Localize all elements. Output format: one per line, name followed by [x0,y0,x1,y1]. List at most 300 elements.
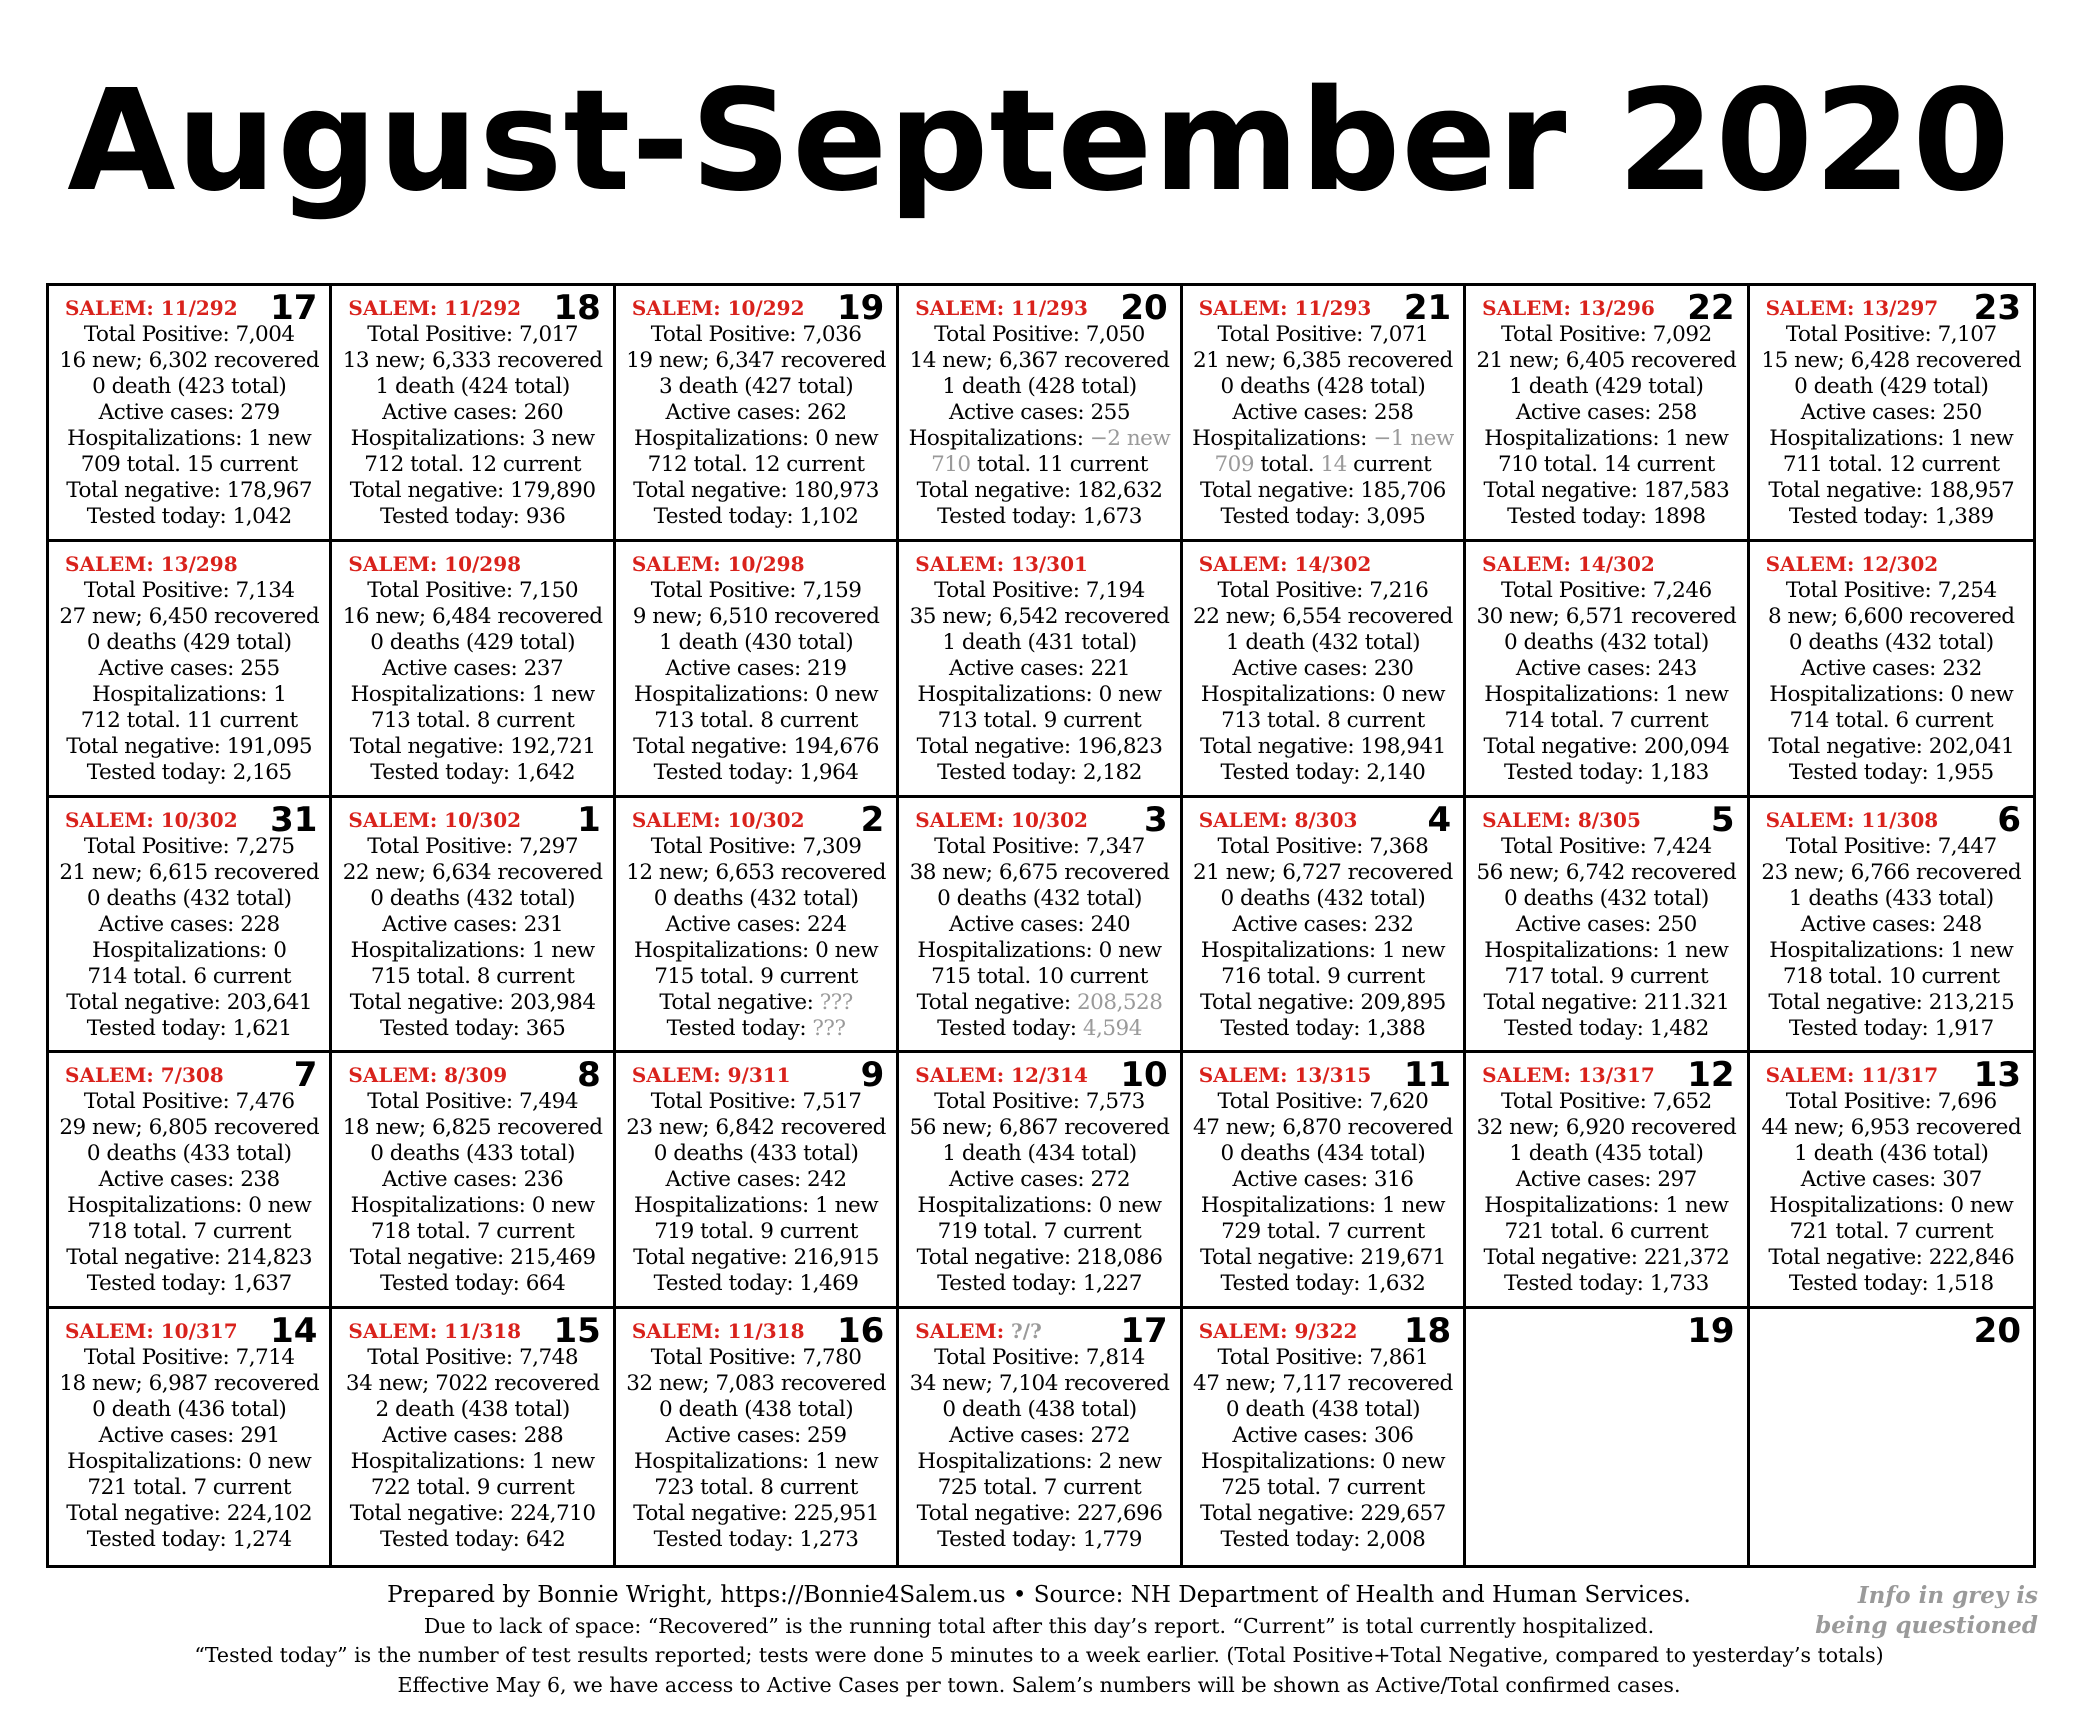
stat-line: Total negative: 213,215 [1768,989,2015,1015]
day-number: 22 [1687,288,1735,328]
stat-line: 723 total. 8 current [654,1475,858,1501]
stat-line: Total Positive: 7,620 [1217,1089,1429,1115]
stat-line [620,990,892,1016]
day-number: 16 [836,1311,885,1352]
stat-line: 0 deaths (432 total) [937,885,1142,911]
stat-line: 719 total. 9 current [654,1219,858,1245]
stats-block [903,1345,1175,1553]
stat-line: 717 total. 9 current [1504,963,1709,989]
stat-line: 56 new; 6,742 recovered [1476,859,1737,885]
day-number: 14 [270,1311,318,1352]
salem-label: SALEM: 13/297 [1765,296,1939,320]
stat-line: Total Positive: 7,780 [650,1345,862,1371]
stat-line: Active cases: 237 [382,655,564,681]
day-cell [899,1309,1182,1565]
questioned-value: 208,528 [1076,989,1163,1015]
day-cell [332,542,615,798]
stat-line: 23 new; 6,766 recovered [1761,859,2022,885]
day-number: 3 [1144,799,1168,840]
stat-line: 0 deaths (433 total) [653,1141,859,1167]
stat-line: Total Positive: 7,071 [1217,322,1429,347]
salem-label: SALEM: 9/322 [1198,1319,1358,1344]
stat-line: Total Positive: 7,036 [650,322,862,347]
stat-line: Total negative: 182,632 [916,478,1163,503]
stat-line: Hospitalizations: 0 new [67,1193,312,1219]
stat-line: Tested today: 1,102 [653,504,859,529]
footer-note-tested: “Tested today” is the number of test results reported; tests were done 5 minutes to a week earlier. (Total Positive+Total Negative, compared to yesterday’s totals) [194,1643,1884,1667]
questioned-value: −1 new [1373,426,1454,451]
stat-line: Tested today: 664 [379,1271,566,1297]
stat-line: 56 new; 6,867 recovered [909,1115,1170,1141]
stat-line: Total Positive: 7,275 [83,833,295,859]
stat-line: Hospitalizations: 1 new [1484,426,1729,451]
stat-line: Active cases: 221 [948,655,1131,681]
day-number: 8 [577,1055,601,1096]
salem-label: SALEM: 11/317 [1765,1063,1939,1088]
stat-line: 1 death (424 total) [375,374,570,399]
stat-line: Total negative: 229,657 [1200,1501,1446,1527]
stat-line: Total Positive: 7,134 [83,577,295,603]
salem-active-total [336,806,608,834]
questioned-value: ??? [812,1015,846,1041]
stat-line: Total negative: 218,086 [916,1245,1163,1271]
salem-label: SALEM: 13/298 [65,551,238,576]
stat-line: 34 new; 7022 recovered [345,1371,600,1397]
stats-block [1187,578,1459,786]
stat-line: Active cases: 243 [1515,655,1697,681]
stat-line: 715 total. 9 current [654,963,858,989]
stat-line: Active cases: 250 [1800,400,1982,425]
stats-block [620,1345,892,1553]
stat-line: Total Positive: 7,573 [934,1089,1145,1115]
stat-line: 32 new; 7,083 recovered [626,1371,886,1397]
stat-line: Tested today: 1,955 [1788,759,1994,785]
stat-line: 0 deaths (432 total) [370,885,575,911]
day-number: 11 [1403,1055,1452,1096]
stat-line: 1 death (436 total) [1794,1141,1989,1167]
stat-line: 0 deaths (433 total) [86,1141,292,1167]
stat-line: 19 new; 6,347 recovered [626,348,886,373]
day-cell [1183,286,1466,542]
calendar-grid [46,283,2036,1568]
salem-label: SALEM: 8/303 [1198,807,1358,832]
stat-line: Total Positive: 7,814 [934,1345,1145,1371]
stat-line: 713 total. 8 current [370,707,575,733]
stat-line: 30 new; 6,571 recovered [1476,603,1737,629]
day-cell [332,1309,615,1565]
stat-line: Active cases: 259 [665,1423,847,1449]
stat-line: Active cases: 232 [1232,911,1414,937]
salem-label: SALEM: 12/314 [915,1063,1088,1088]
stat-line: Active cases: 260 [382,400,564,425]
footer-note-active: Effective May 6, we have access to Active Cases per town. Salem’s numbers will be shown as Active/Total confirmed cases. [397,1673,1681,1697]
stat-line: Total negative: 179,890 [349,478,596,503]
day-number: 12 [1687,1055,1735,1096]
stat-line: 713 total. 8 current [1221,707,1425,733]
day-number: 19 [1687,1311,1735,1352]
stats-block [1754,834,2029,1042]
stat-line: Total Positive: 7,696 [1785,1089,1997,1115]
stat-line: Tested today: 1,042 [86,504,292,529]
salem-label: SALEM: 11/293 [1198,296,1372,320]
salem-label: SALEM: 12/302 [1765,551,1939,576]
questioned-value: 710 [931,452,971,477]
stat-line: Tested today: 1,917 [1788,1015,1994,1041]
stat-line: 725 total. 7 current [937,1475,1142,1501]
salem-active-total [1187,806,1459,834]
stat-line: Active cases: 231 [382,911,564,937]
salem-active-total [1470,806,1742,834]
stat-line: 713 total. 9 current [937,707,1142,733]
stat-line: 729 total. 7 current [1221,1219,1425,1245]
stat-line: Total Positive: 7,424 [1500,833,1712,859]
stat-line: 1 death (435 total) [1509,1141,1704,1167]
stat-line: Total Positive: 7,347 [934,833,1145,859]
stat-line: Hospitalizations: 3 new [350,426,595,451]
stat-line: 29 new; 6,805 recovered [59,1115,320,1141]
day-cell [1183,1309,1466,1565]
stat-line: Total Positive: 7,748 [367,1345,578,1371]
stats-block [620,578,892,786]
stat-line: Hospitalizations: 1 new [1769,937,2014,963]
stat-line: Tested today: 1,733 [1503,1271,1709,1297]
stat-line: 718 total. 10 current [1782,963,2000,989]
stat-line: Hospitalizations: 1 new [350,1449,595,1475]
stat-line: Tested today: 1,482 [1503,1015,1709,1041]
stats-block [1754,322,2029,530]
stat-line: Tested today: 1,273 [653,1527,859,1553]
salem-questioned-value: ?/? [1011,1319,1042,1344]
stat-line: Hospitalizations: 0 new [633,426,879,451]
stat-line: Active cases: 258 [1515,400,1697,425]
day-number: 7 [293,1055,318,1096]
stat-line: Total Positive: 7,861 [1217,1345,1429,1371]
day-cell [1466,1309,1749,1565]
stats-block [1187,1345,1459,1553]
day-cell [1466,1053,1749,1309]
stat-line: 0 deaths (432 total) [1788,629,1994,655]
stat-line: Active cases: 248 [1800,911,1982,937]
stat-line: Active cases: 316 [1232,1167,1414,1193]
day-number: 10 [1120,1055,1168,1096]
stat-line: Total negative: 198,941 [1200,733,1446,759]
stat-line: Tested today: 1,632 [1220,1271,1426,1297]
stat-line: Active cases: 219 [665,655,847,681]
stat-line: 15 new; 6,428 recovered [1761,348,2022,373]
stat-text: Tested today: [666,1015,813,1041]
salem-label: SALEM: 11/292 [65,296,238,320]
stat-line: Hospitalizations: 0 new [67,1449,312,1475]
stat-line: Total Positive: 7,050 [934,322,1145,347]
salem-label: SALEM: 13/301 [915,551,1088,576]
stat-line: Hospitalizations: 1 new [67,426,312,451]
stats-block [336,1345,608,1553]
stat-line: Total negative: 221,372 [1483,1245,1730,1271]
stat-line: Hospitalizations: 1 new [1200,1193,1445,1219]
stat-line: Active cases: 242 [665,1167,847,1193]
day-cell [899,1053,1182,1309]
footer-credit: Prepared by Bonnie Wright, https://Bonnie4Salem.us • Source: NH Department of Health and Human Services. [387,1582,1691,1608]
salem-label: SALEM: 10/302 [631,807,805,832]
stat-line: Tested today: 1,183 [1503,759,1709,785]
stat-line: Tested today: 1,964 [653,759,859,785]
stat-line: Tested today: 936 [379,504,566,529]
grey-info-note [1815,1581,2038,1641]
stat-line: Total negative: 214,823 [66,1245,313,1271]
day-number: 2 [860,799,885,840]
stat-text: total. [1254,452,1321,477]
salem-label: SALEM: 13/317 [1482,1063,1655,1088]
stat-line: Total Positive: 7,246 [1500,577,1712,603]
day-cell [49,798,332,1054]
stat-line: Total negative: 215,469 [349,1245,596,1271]
day-number: 18 [553,288,601,328]
day-cell [899,286,1182,542]
stats-block [903,1089,1175,1297]
stat-line: Active cases: 255 [948,400,1131,425]
stat-line: Total negative: 224,102 [66,1501,313,1527]
stats-block [1754,1089,2029,1297]
stat-line: Total negative: 222,846 [1768,1245,2015,1271]
stat-line: 725 total. 7 current [1221,1475,1425,1501]
stat-line: 12 new; 6,653 recovered [626,859,886,885]
day-cell [332,1053,615,1309]
stat-line: 44 new; 6,953 recovered [1761,1115,2022,1141]
day-number: 18 [1403,1311,1452,1352]
stats-block [1187,834,1459,1042]
stats-block [1187,322,1459,530]
salem-active-total [336,550,608,578]
day-cell [332,286,615,542]
grey-note-line-1: Info in grey is [1857,1582,2038,1609]
stat-line: Total Positive: 7,004 [83,322,295,347]
stat-line: 0 death (423 total) [92,374,287,399]
stat-line: Tested today: 1,227 [937,1271,1142,1297]
stat-line: 721 total. 7 current [1789,1219,1994,1245]
stat-text: total. 11 current [970,452,1148,477]
stat-line [903,452,1175,478]
stat-line: 0 deaths (428 total) [1220,374,1426,399]
day-number: 23 [1973,288,2021,328]
stat-line: 13 new; 6,333 recovered [342,348,603,373]
stat-line: 35 new; 6,542 recovered [909,603,1170,629]
stats-block [903,834,1175,1042]
stat-line: Tested today: 2,165 [86,759,292,785]
stat-line: Total negative: 185,706 [1200,478,1446,503]
stats-block [620,834,892,1042]
stat-line: Tested today: 2,140 [1220,759,1426,785]
stat-line: Active cases: 236 [382,1167,564,1193]
salem-label: SALEM: [915,1319,1012,1344]
day-cell [1750,798,2033,1054]
stats-block [1187,1089,1459,1297]
salem-label: SALEM: 10/298 [348,551,522,576]
stat-line: Active cases: 238 [98,1167,280,1193]
questioned-value: ??? [819,989,853,1015]
day-number: 13 [1973,1055,2021,1096]
stat-line: 47 new; 7,117 recovered [1193,1371,1453,1397]
stat-line: 722 total. 9 current [370,1475,575,1501]
stat-line: Active cases: 297 [1515,1167,1697,1193]
stat-line: Total Positive: 7,017 [367,322,578,347]
grey-note-line-2: being questioned [1815,1612,2038,1639]
stat-line: 14 new; 6,367 recovered [909,348,1170,373]
stat-line: 712 total. 12 current [647,452,865,477]
salem-label: SALEM: 11/318 [631,1319,805,1344]
stat-line: Hospitalizations: 0 new [350,1193,595,1219]
stat-line [903,426,1175,452]
stat-line: Total negative: 180,973 [633,478,879,503]
stat-line: 32 new; 6,920 recovered [1476,1115,1737,1141]
stat-line: Tested today: 3,095 [1220,504,1426,529]
stat-line: Tested today: 2,008 [1220,1527,1426,1553]
stat-text: current [1346,452,1432,477]
salem-active-total [620,1061,892,1089]
stat-line: Hospitalizations: 0 new [1200,1449,1445,1475]
stats-block [336,834,608,1042]
stat-line: Tested today: 1,642 [370,759,576,785]
day-cell [49,286,332,542]
stat-line: Total negative: 188,957 [1768,478,2015,503]
day-cell [1183,542,1466,798]
stat-line: Tested today: 1,779 [937,1527,1142,1553]
stat-line: Active cases: 272 [948,1167,1131,1193]
day-cell [332,798,615,1054]
day-number: 21 [1403,288,1452,328]
salem-active-total [620,806,892,834]
stat-text: Tested today: [937,1015,1083,1041]
stat-line: 21 new; 6,405 recovered [1476,348,1737,373]
stats-block [620,322,892,530]
day-cell [1750,1309,2033,1565]
stat-line: 721 total. 7 current [87,1475,292,1501]
stat-line: Total negative: 203,984 [349,989,596,1015]
stats-block [53,1345,325,1553]
questioned-value: 4,594 [1082,1015,1142,1041]
stat-line: Hospitalizations: 1 new [633,1193,879,1219]
day-cell [1750,286,2033,542]
day-cell [1466,798,1749,1054]
stat-line: Hospitalizations: 1 new [1200,937,1445,963]
questioned-value: −2 new [1089,426,1171,451]
stat-line: Hospitalizations: 1 new [1484,681,1729,707]
stat-line: Total negative: 202,041 [1768,733,2015,759]
stat-line: Total negative: 227,696 [916,1501,1163,1527]
stat-line: Tested today: 365 [379,1015,566,1041]
salem-label: SALEM: 10/292 [631,296,805,320]
stat-line: Total Positive: 7,216 [1217,577,1429,603]
salem-active-total [903,806,1175,834]
salem-label: SALEM: 14/302 [1482,551,1655,576]
stats-block [53,578,325,786]
stat-line: 715 total. 8 current [370,963,575,989]
day-number: 20 [1973,1311,2021,1352]
stat-line: 2 death (438 total) [375,1397,570,1423]
day-cell [49,1309,332,1565]
stat-line: 22 new; 6,634 recovered [342,859,603,885]
salem-label: SALEM: 14/302 [1198,551,1372,576]
stat-line: Hospitalizations: 0 new [633,937,879,963]
stat-line: Total Positive: 7,309 [650,833,862,859]
questioned-value: 709 [1214,452,1255,477]
salem-label: SALEM: 10/302 [915,807,1088,832]
stat-line: Total negative: 187,583 [1483,478,1730,503]
day-number: 20 [1120,288,1168,328]
stat-line: 711 total. 12 current [1782,452,2000,477]
stat-line: 712 total. 12 current [364,452,582,477]
stat-line: Tested today: 1,389 [1788,504,1994,529]
stats-block [903,578,1175,786]
day-cell [616,798,899,1054]
stat-line: Hospitalizations: 0 new [917,1193,1162,1219]
stat-line: Total negative: 178,967 [66,478,313,503]
salem-label: SALEM: 13/315 [1198,1063,1372,1088]
salem-label: SALEM: 11/308 [1765,807,1939,832]
stat-line: Tested today: 1898 [1507,504,1706,529]
stat-line: 38 new; 6,675 recovered [909,859,1170,885]
stat-line: 21 new; 6,727 recovered [1193,859,1453,885]
stat-line: Total Positive: 7,092 [1500,322,1712,347]
day-number: 17 [1120,1311,1168,1352]
stat-line: 0 deaths (432 total) [1220,885,1426,911]
stat-line: 16 new; 6,302 recovered [59,348,320,373]
stats-block [1470,1089,1742,1297]
stat-line: Total negative: 196,823 [916,733,1163,759]
stat-line: Hospitalizations: 0 new [633,681,879,707]
stat-line: 0 death (438 total) [1225,1397,1421,1423]
stat-line: Hospitalizations: 1 new [1484,937,1729,963]
salem-active-total [53,550,325,578]
stat-line: 3 death (427 total) [658,374,854,399]
stat-text: Total negative: [916,989,1077,1015]
stat-line: 0 deaths (434 total) [1220,1141,1426,1167]
stat-line: 18 new; 6,987 recovered [59,1371,320,1397]
stat-line: 0 deaths (429 total) [370,629,575,655]
stat-line: 714 total. 6 current [1789,707,1994,733]
stat-line: 47 new; 6,870 recovered [1193,1115,1453,1141]
day-cell [49,542,332,798]
salem-label: SALEM: 8/305 [1482,807,1641,832]
stat-line: Hospitalizations: 0 new [1769,681,2014,707]
stat-line: Tested today: 1,274 [86,1527,292,1553]
stat-line: 0 death (429 total) [1794,374,1989,399]
stat-line: Tested today: 1,637 [86,1271,292,1297]
stat-line [903,990,1175,1016]
stat-line: Active cases: 255 [98,655,280,681]
stat-line: 1 death (430 total) [658,629,854,655]
stat-line: Total negative: 200,094 [1483,733,1730,759]
stat-line: Hospitalizations: 1 [92,681,287,707]
stat-line: 0 deaths (432 total) [1503,629,1709,655]
stat-line: 8 new; 6,600 recovered [1767,603,2015,629]
stat-line: 1 deaths (433 total) [1788,885,1994,911]
stat-line: Total Positive: 7,652 [1500,1089,1712,1115]
stat-line: Active cases: 306 [1232,1423,1414,1449]
stats-block [336,578,608,786]
stat-line: Total Positive: 7,194 [934,577,1145,603]
stat-line: Active cases: 288 [382,1423,564,1449]
stat-line: Active cases: 250 [1515,911,1697,937]
stat-line: 16 new; 6,484 recovered [342,603,603,629]
stat-line: Total negative: 211.321 [1483,989,1730,1015]
stat-line: 21 new; 6,615 recovered [59,859,320,885]
salem-active-total [1187,550,1459,578]
stat-line: Tested today: 1,621 [86,1015,292,1041]
day-cell [616,1309,899,1565]
stat-line: Active cases: 272 [948,1423,1131,1449]
stat-line: 715 total. 10 current [931,963,1148,989]
stat-line: Total Positive: 7,297 [367,833,578,859]
